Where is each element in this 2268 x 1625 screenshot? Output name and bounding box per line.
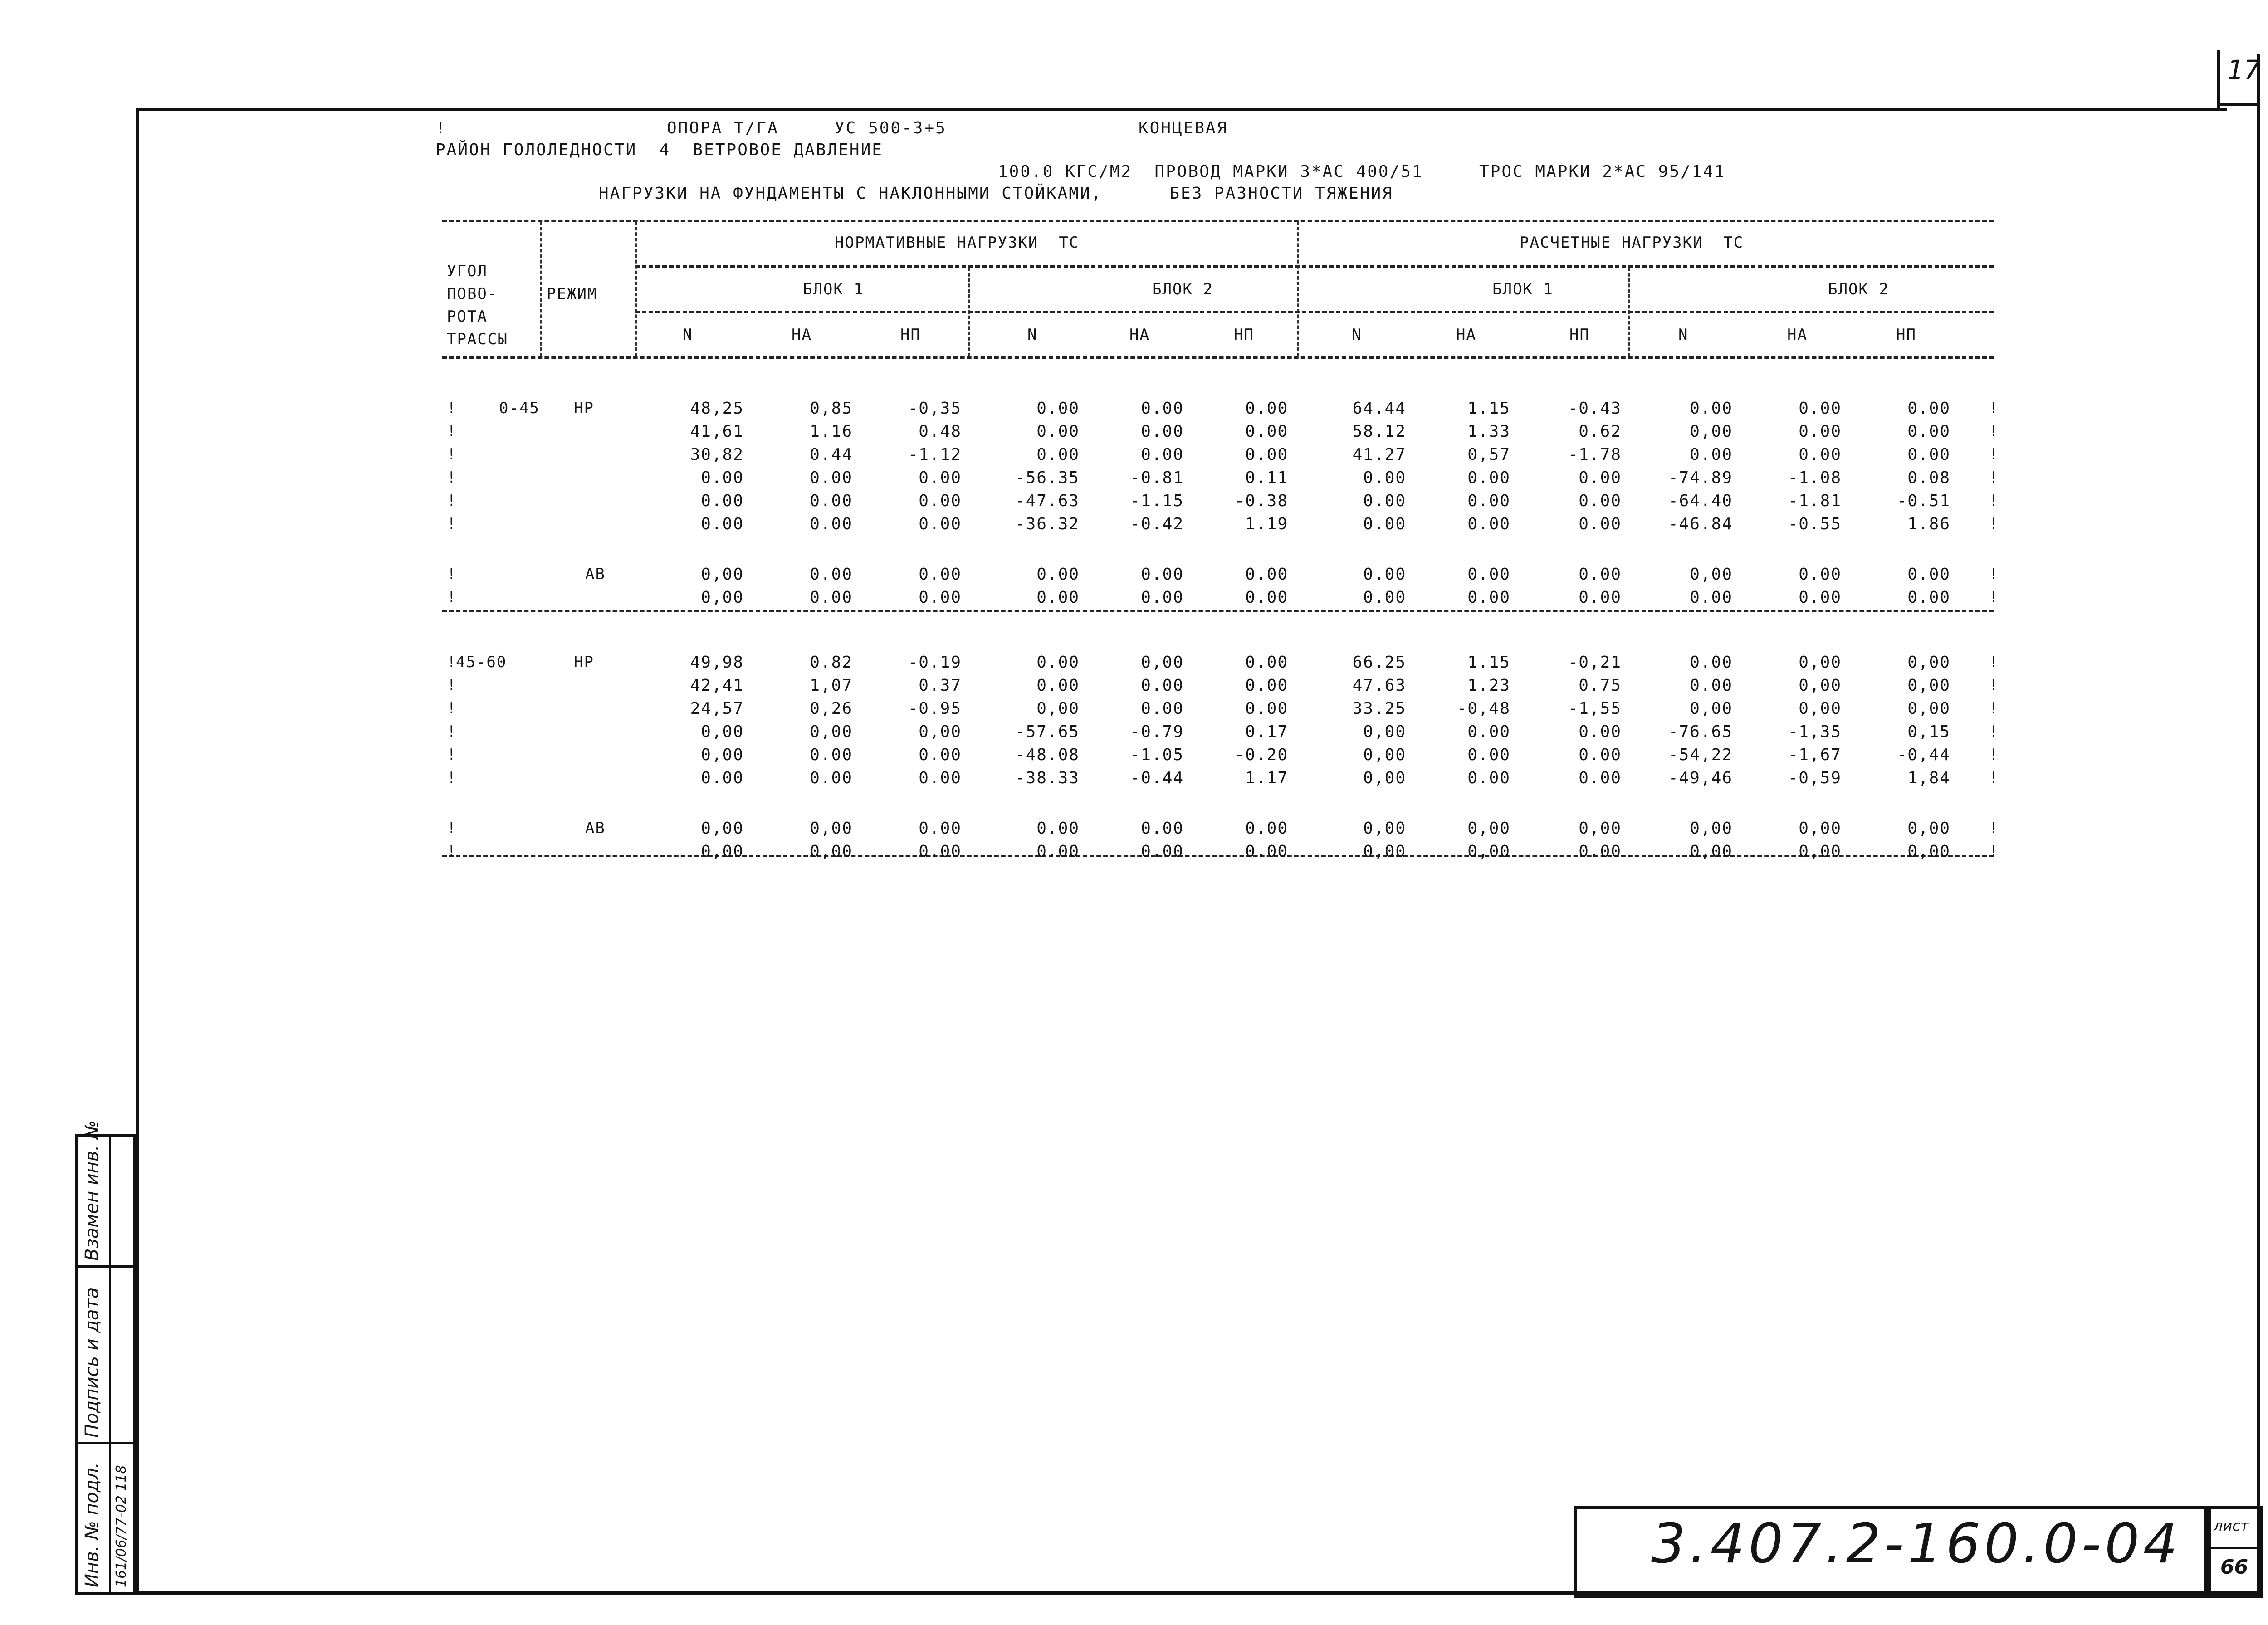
subcol-8: HП	[1569, 326, 1590, 344]
frame-right-line	[2257, 54, 2260, 1595]
table-cell: -0,21	[1568, 653, 1622, 672]
table-cell: 0,00	[1907, 842, 1950, 861]
table-cell: 0.82	[810, 653, 853, 672]
row-edge-mark: !	[1989, 676, 1999, 694]
table-cell: -0.44	[1130, 769, 1184, 787]
table-cell: 1.15	[1467, 653, 1510, 672]
table-cell: 0.00	[1141, 445, 1184, 464]
table-cell: -49,46	[1668, 769, 1733, 787]
table-cell: -36.32	[1015, 515, 1080, 533]
table-cell: 0.00	[919, 492, 962, 510]
table-cell: -1.78	[1568, 445, 1622, 464]
table-cell: 0.00	[1799, 422, 1842, 441]
table-cell: 48,25	[690, 399, 744, 418]
table-cell: 0.00	[1579, 565, 1622, 584]
table-cell: 0.00	[701, 468, 744, 487]
table-cell: 0,00	[1907, 699, 1950, 718]
table-cell: 0.00	[1467, 492, 1510, 510]
table-cell: 0,00	[701, 588, 744, 607]
row-edge-mark: !	[447, 492, 457, 510]
subcol-0: N	[683, 326, 693, 344]
table-cell: -1,67	[1788, 746, 1842, 764]
table-cell: -0.43	[1568, 399, 1622, 418]
table-cell: 0,00	[1690, 422, 1733, 441]
table-cell: 0.00	[1363, 565, 1406, 584]
row-edge-mark: !	[447, 653, 457, 671]
table-cell: 0.00	[1579, 746, 1622, 764]
table-cell: 0.00	[1690, 445, 1733, 464]
margin-label-inv-orig: Инв. № подл.	[82, 1462, 103, 1587]
table-cell: 0.00	[1467, 515, 1510, 533]
table-cell: 0,00	[701, 842, 744, 861]
table-cell: 0.00	[1245, 819, 1288, 838]
table-cell: 1.17	[1245, 769, 1288, 787]
table-cell: -1,35	[1788, 722, 1842, 741]
table-cell: 0.00	[810, 565, 853, 584]
table-cell: 0.00	[1467, 565, 1510, 584]
table-cell: 0.48	[919, 422, 962, 441]
table-cell: 0.00	[1141, 842, 1184, 861]
table-cell: 0,00	[810, 722, 853, 741]
header-mode: РЕЖИМ	[547, 285, 598, 303]
table-cell: 0.00	[1245, 565, 1288, 584]
table-cell: 0,00	[1690, 819, 1733, 838]
table-cell: 0.00	[1245, 445, 1288, 464]
table-cell: 0.00	[919, 588, 962, 607]
row-edge-mark: !	[447, 769, 457, 787]
table-cell: 0.00	[1907, 445, 1950, 464]
table-rule-group	[635, 265, 1994, 268]
table-cell: 0.00	[1690, 653, 1733, 672]
table-cell: 0.00	[1907, 565, 1950, 584]
row-edge-mark: !	[447, 468, 457, 487]
table-cell: 0,00	[1907, 819, 1950, 838]
table-cell: 0.11	[1245, 468, 1288, 487]
table-cell: 0.00	[919, 468, 962, 487]
table-cell: 47.63	[1352, 676, 1406, 695]
row-edge-mark: !	[447, 399, 457, 417]
table-cell: -1.12	[908, 445, 962, 464]
table-cell: 0,00	[1363, 842, 1406, 861]
table-cell: -1.81	[1788, 492, 1842, 510]
table-cell: 0.00	[810, 468, 853, 487]
row-edge-mark: !	[1989, 492, 1999, 510]
table-cell: -46.84	[1668, 515, 1733, 533]
table-cell: 0.00	[1363, 588, 1406, 607]
header-angle-4: ТРАССЫ	[447, 330, 508, 348]
table-cell: 0.00	[1036, 565, 1080, 584]
table-cell: 0.00	[1141, 588, 1184, 607]
table-cell: 1.86	[1907, 515, 1950, 533]
table-cell: 0.00	[1907, 588, 1950, 607]
row-edge-mark: !	[447, 515, 457, 533]
row-edge-mark: !	[447, 588, 457, 606]
corner-mark-line	[2217, 50, 2220, 108]
table-cell: 0.00	[919, 819, 962, 838]
table-cell: 0.00	[1245, 588, 1288, 607]
table-cell: 41.27	[1352, 445, 1406, 464]
table-cell: -0,59	[1788, 769, 1842, 787]
table-cell: 0.17	[1245, 722, 1288, 741]
corner-sheet-number: 17	[2227, 54, 2261, 85]
table-cell: 30,82	[690, 445, 744, 464]
table-cell: 0,00	[1363, 769, 1406, 787]
table-cell: 0,00	[1690, 565, 1733, 584]
table-cell: 0.00	[1799, 445, 1842, 464]
table-cell: 49,98	[690, 653, 744, 672]
table-cell: 0,00	[810, 842, 853, 861]
table-cell: 1,07	[810, 676, 853, 695]
table-cell: 0.00	[1036, 588, 1080, 607]
sheet-label: лист	[2214, 1517, 2249, 1534]
row-edge-mark: !	[1989, 588, 1999, 606]
table-cell: -56.35	[1015, 468, 1080, 487]
row-edge-mark: !	[1989, 445, 1999, 464]
table-cell: 0.00	[919, 515, 962, 533]
table-cell: -0,48	[1457, 699, 1510, 718]
row-edge-mark: !	[447, 422, 457, 440]
row-edge-mark: !	[1989, 515, 1999, 533]
table-cell: 0.00	[1141, 422, 1184, 441]
row-edge-mark: !	[1989, 565, 1999, 583]
table-cell: 0.62	[1579, 422, 1622, 441]
header-support-type: ОПОРА Т/ГА	[667, 119, 779, 137]
table-cell: 0.00	[1036, 842, 1080, 861]
table-cell: 0.00	[810, 492, 853, 510]
table-cell: 0.00	[1907, 422, 1950, 441]
table-cell: 0,57	[1467, 445, 1510, 464]
table-cell: 0.00	[1907, 399, 1950, 418]
table-cell: 0.00	[1467, 746, 1510, 764]
table-cell: 0.37	[919, 676, 962, 695]
table-cell: 0.00	[1363, 492, 1406, 510]
subcol-10: HA	[1787, 326, 1808, 344]
table-cell: 0,00	[1799, 699, 1842, 718]
margin-stamp-row-2	[75, 1442, 136, 1444]
row-edge-mark: !	[447, 445, 457, 464]
row-edge-mark: !	[447, 842, 457, 860]
table-cell: -1.15	[1130, 492, 1184, 510]
table-cell: 0,26	[810, 699, 853, 718]
table-cell: 0.00	[1690, 399, 1733, 418]
subcol-9: N	[1678, 326, 1689, 344]
table-cell: 1.33	[1467, 422, 1510, 441]
margin-label-replace-inv: Взамен инв. №	[82, 1120, 103, 1261]
table-cell: 0.00	[919, 769, 962, 787]
table-cell: 0.00	[919, 842, 962, 861]
table-sep-groups	[1297, 221, 1299, 356]
header-line-2: РАЙОН ГОЛОЛЕДНОСТИ 4 ВЕТРОВОЕ ДАВЛЕНИЕ	[435, 141, 883, 159]
table-cell: -0.51	[1897, 492, 1950, 510]
table-cell: 0.00	[810, 588, 853, 607]
subcol-5: HП	[1234, 326, 1254, 344]
table-cell: 0,00	[1799, 676, 1842, 695]
table-cell: -64.40	[1668, 492, 1733, 510]
table-cell: 0.00	[810, 746, 853, 764]
table-cell: 0.00	[1467, 769, 1510, 787]
row-edge-mark: !	[447, 565, 457, 583]
header-design-block1: БЛОК 1	[1492, 280, 1554, 298]
table-cell: 0,00	[701, 746, 744, 764]
header-group-normative: НОРМАТИВНЫЕ НАГРУЗКИ ТС	[835, 234, 1080, 252]
table-rule-section-split	[442, 610, 1994, 612]
section-1-mode-1: АВ	[585, 819, 606, 837]
table-sep-angle	[540, 221, 542, 356]
document-number: 3.407.2-160.0-04	[1651, 1513, 2181, 1576]
table-cell: 0.00	[1579, 468, 1622, 487]
table-cell: 33.25	[1352, 699, 1406, 718]
table-cell: 0,00	[1467, 819, 1510, 838]
table-cell: 0.00	[1245, 399, 1288, 418]
table-cell: -0,35	[908, 399, 962, 418]
table-cell: 0.00	[1363, 515, 1406, 533]
table-cell: 0.00	[1579, 492, 1622, 510]
table-cell: 0.44	[810, 445, 853, 464]
table-cell: 0,00	[1907, 653, 1950, 672]
subcol-4: HA	[1129, 326, 1150, 344]
subcol-2: HП	[900, 326, 921, 344]
table-cell: 0.00	[1467, 588, 1510, 607]
margin-inv-value: 161/06/77-02 118	[113, 1465, 129, 1587]
row-edge-mark: !	[1989, 653, 1999, 671]
table-cell: 0,00	[1141, 653, 1184, 672]
table-cell: 0.00	[1799, 565, 1842, 584]
table-cell: 0.00	[1799, 399, 1842, 418]
table-cell: 0,00	[1799, 842, 1842, 861]
table-cell: 0,00	[1690, 699, 1733, 718]
table-cell: 41,61	[690, 422, 744, 441]
table-cell: 0,00	[1036, 699, 1080, 718]
table-cell: 0,15	[1907, 722, 1950, 741]
subcol-11: HП	[1896, 326, 1916, 344]
table-cell: 0.00	[1036, 653, 1080, 672]
table-cell: 0.00	[1579, 722, 1622, 741]
table-cell: 58.12	[1352, 422, 1406, 441]
table-cell: 0,00	[1799, 819, 1842, 838]
row-edge-mark: !	[1989, 746, 1999, 764]
table-cell: 0.00	[1467, 468, 1510, 487]
table-cell: 0.00	[1690, 676, 1733, 695]
header-angle-3: РОТА	[447, 307, 488, 326]
table-cell: 1,84	[1907, 769, 1950, 787]
table-cell: -47.63	[1015, 492, 1080, 510]
table-cell: 0,00	[1907, 676, 1950, 695]
table-cell: 0,00	[1363, 746, 1406, 764]
table-cell: 0.00	[1036, 819, 1080, 838]
row-edge-mark: !	[1989, 699, 1999, 717]
corner-mark-underline	[2217, 103, 2260, 106]
table-cell: 0,00	[1363, 722, 1406, 741]
table-cell: 0.00	[1245, 653, 1288, 672]
table-cell: 0,00	[701, 565, 744, 584]
table-sep-norm-blocks	[968, 268, 970, 356]
table-cell: 0.00	[1579, 588, 1622, 607]
table-cell: 0,00	[810, 819, 853, 838]
table-cell: -0,44	[1897, 746, 1950, 764]
table-cell: -74.89	[1668, 468, 1733, 487]
table-cell: -0.81	[1130, 468, 1184, 487]
header-design-block2: БЛОК 2	[1828, 280, 1889, 298]
table-sep-mode	[635, 221, 637, 356]
row-edge-mark: !	[1989, 399, 1999, 417]
section-0-mode-1: АВ	[585, 565, 606, 583]
margin-stamp-row-1	[75, 1265, 136, 1268]
table-sep-design-blocks	[1628, 268, 1630, 356]
table-cell: -57.65	[1015, 722, 1080, 741]
table-cell: 0.00	[701, 492, 744, 510]
table-cell: 0,00	[1579, 819, 1622, 838]
subcol-1: HA	[792, 326, 812, 344]
table-cell: 0.00	[919, 746, 962, 764]
table-cell: 0.00	[1141, 676, 1184, 695]
row-edge-mark: !	[447, 746, 457, 764]
table-cell: 0.00	[1579, 769, 1622, 787]
table-cell: 0.08	[1907, 468, 1950, 487]
table-cell: 0.00	[1579, 515, 1622, 533]
table-cell: 0.00	[1036, 445, 1080, 464]
header-support-kind: КОНЦЕВАЯ	[1139, 119, 1228, 137]
header-line-4: НАГРУЗКИ НА ФУНДАМЕНТЫ С НАКЛОННЫМИ СТОЙКАМИ, БЕЗ РАЗНОСТИ ТЯЖЕНИЯ	[599, 184, 1393, 203]
table-cell: 0.00	[919, 565, 962, 584]
table-cell: 0.00	[810, 515, 853, 533]
table-cell: 0.00	[1363, 468, 1406, 487]
table-cell: 0.00	[1141, 699, 1184, 718]
table-rule-block	[635, 311, 1994, 313]
row-edge-mark: !	[447, 699, 457, 717]
table-cell: 0.00	[1036, 422, 1080, 441]
table-cell: 64.44	[1352, 399, 1406, 418]
header-support-code: УС 500-3+5	[835, 119, 947, 137]
header-line-3: 100.0 КГС/М2 ПРОВОД МАРКИ 3*АС 400/51 ТРОС МАРКИ 2*АС 95/141	[998, 162, 1725, 181]
subcol-6: N	[1352, 326, 1362, 344]
section-1-mode-0: НР	[574, 653, 594, 671]
table-cell: -0.95	[908, 699, 962, 718]
table-cell: 0,00	[701, 819, 744, 838]
table-cell: 0.00	[810, 769, 853, 787]
sheet-number: 66	[2220, 1556, 2248, 1579]
table-cell: 0,85	[810, 399, 853, 418]
row-edge-mark: !	[1989, 819, 1999, 837]
table-cell: -1.08	[1788, 468, 1842, 487]
table-cell: -54,22	[1668, 746, 1733, 764]
row-edge-mark: !	[447, 722, 457, 741]
margin-stamp-divider	[109, 1134, 111, 1595]
subcol-3: N	[1027, 326, 1038, 344]
row-edge-mark: !	[1989, 769, 1999, 787]
table-cell: 1.15	[1467, 399, 1510, 418]
table-cell: 0,00	[1690, 842, 1733, 861]
row-edge-mark: !	[1989, 722, 1999, 741]
subcol-7: HA	[1456, 326, 1476, 344]
section-angle-1: 45-60	[456, 653, 507, 671]
table-cell: 66.25	[1352, 653, 1406, 672]
table-cell: 1.19	[1245, 515, 1288, 533]
table-cell: 0.00	[1141, 819, 1184, 838]
table-cell: 0.00	[1690, 588, 1733, 607]
header-angle-1: УГОЛ	[447, 262, 488, 280]
row-edge-mark: !	[447, 819, 457, 837]
table-cell: -76.65	[1668, 722, 1733, 741]
table-cell: -1.05	[1130, 746, 1184, 764]
table-cell: 0,00	[1363, 819, 1406, 838]
table-cell: 24,57	[690, 699, 744, 718]
table-rule-header-bottom	[442, 356, 1994, 359]
table-cell: -38.33	[1015, 769, 1080, 787]
table-cell: 0.00	[1579, 842, 1622, 861]
table-cell: 0.00	[1141, 565, 1184, 584]
table-cell: 0.00	[1467, 722, 1510, 741]
sheet-box-divider	[2204, 1547, 2257, 1549]
section-0-mode-0: НР	[574, 399, 594, 417]
table-cell: 0.00	[1245, 422, 1288, 441]
table-cell: 0,00	[1467, 842, 1510, 861]
table-cell: 0.00	[1141, 399, 1184, 418]
header-norm-block1: БЛОК 1	[803, 280, 864, 298]
table-cell: 0,00	[701, 722, 744, 741]
table-cell: -0.55	[1788, 515, 1842, 533]
row-edge-mark: !	[1989, 468, 1999, 487]
table-cell: -0.79	[1130, 722, 1184, 741]
frame-top-line	[136, 108, 2227, 111]
table-cell: -0.20	[1234, 746, 1288, 764]
table-cell: 0.00	[1036, 399, 1080, 418]
table-cell: -1,55	[1568, 699, 1622, 718]
table-cell: 0.00	[1245, 676, 1288, 695]
row-edge-mark: !	[1989, 842, 1999, 860]
table-cell: 0.00	[1036, 676, 1080, 695]
table-cell: 1.23	[1467, 676, 1510, 695]
row-edge-mark: !	[447, 676, 457, 694]
table-cell: 0,00	[919, 722, 962, 741]
row-edge-mark: !	[1989, 422, 1999, 440]
frame-left-line	[136, 108, 139, 1595]
table-cell: 0.00	[1245, 842, 1288, 861]
table-cell: -0.19	[908, 653, 962, 672]
margin-label-sign-date: Подпись и дата	[82, 1287, 103, 1438]
table-cell: -0.38	[1234, 492, 1288, 510]
header-group-design: РАСЧЕТНЫЕ НАГРУЗКИ ТС	[1520, 234, 1744, 252]
table-cell: 0.00	[1245, 699, 1288, 718]
table-cell: 0.00	[1799, 588, 1842, 607]
table-cell: -48.08	[1015, 746, 1080, 764]
header-bullet-1: !	[435, 119, 447, 137]
header-angle-2: ПОВО-	[447, 285, 498, 303]
table-cell: -0.42	[1130, 515, 1184, 533]
section-angle-0: 0-45	[499, 399, 540, 417]
table-cell: 1.16	[810, 422, 853, 441]
table-cell: 42,41	[690, 676, 744, 695]
table-rule-top	[442, 220, 1994, 222]
table-cell: 0.75	[1579, 676, 1622, 695]
table-cell: 0,00	[1799, 653, 1842, 672]
table-cell: 0.00	[701, 769, 744, 787]
header-norm-block2: БЛОК 2	[1152, 280, 1213, 298]
table-cell: 0.00	[701, 515, 744, 533]
